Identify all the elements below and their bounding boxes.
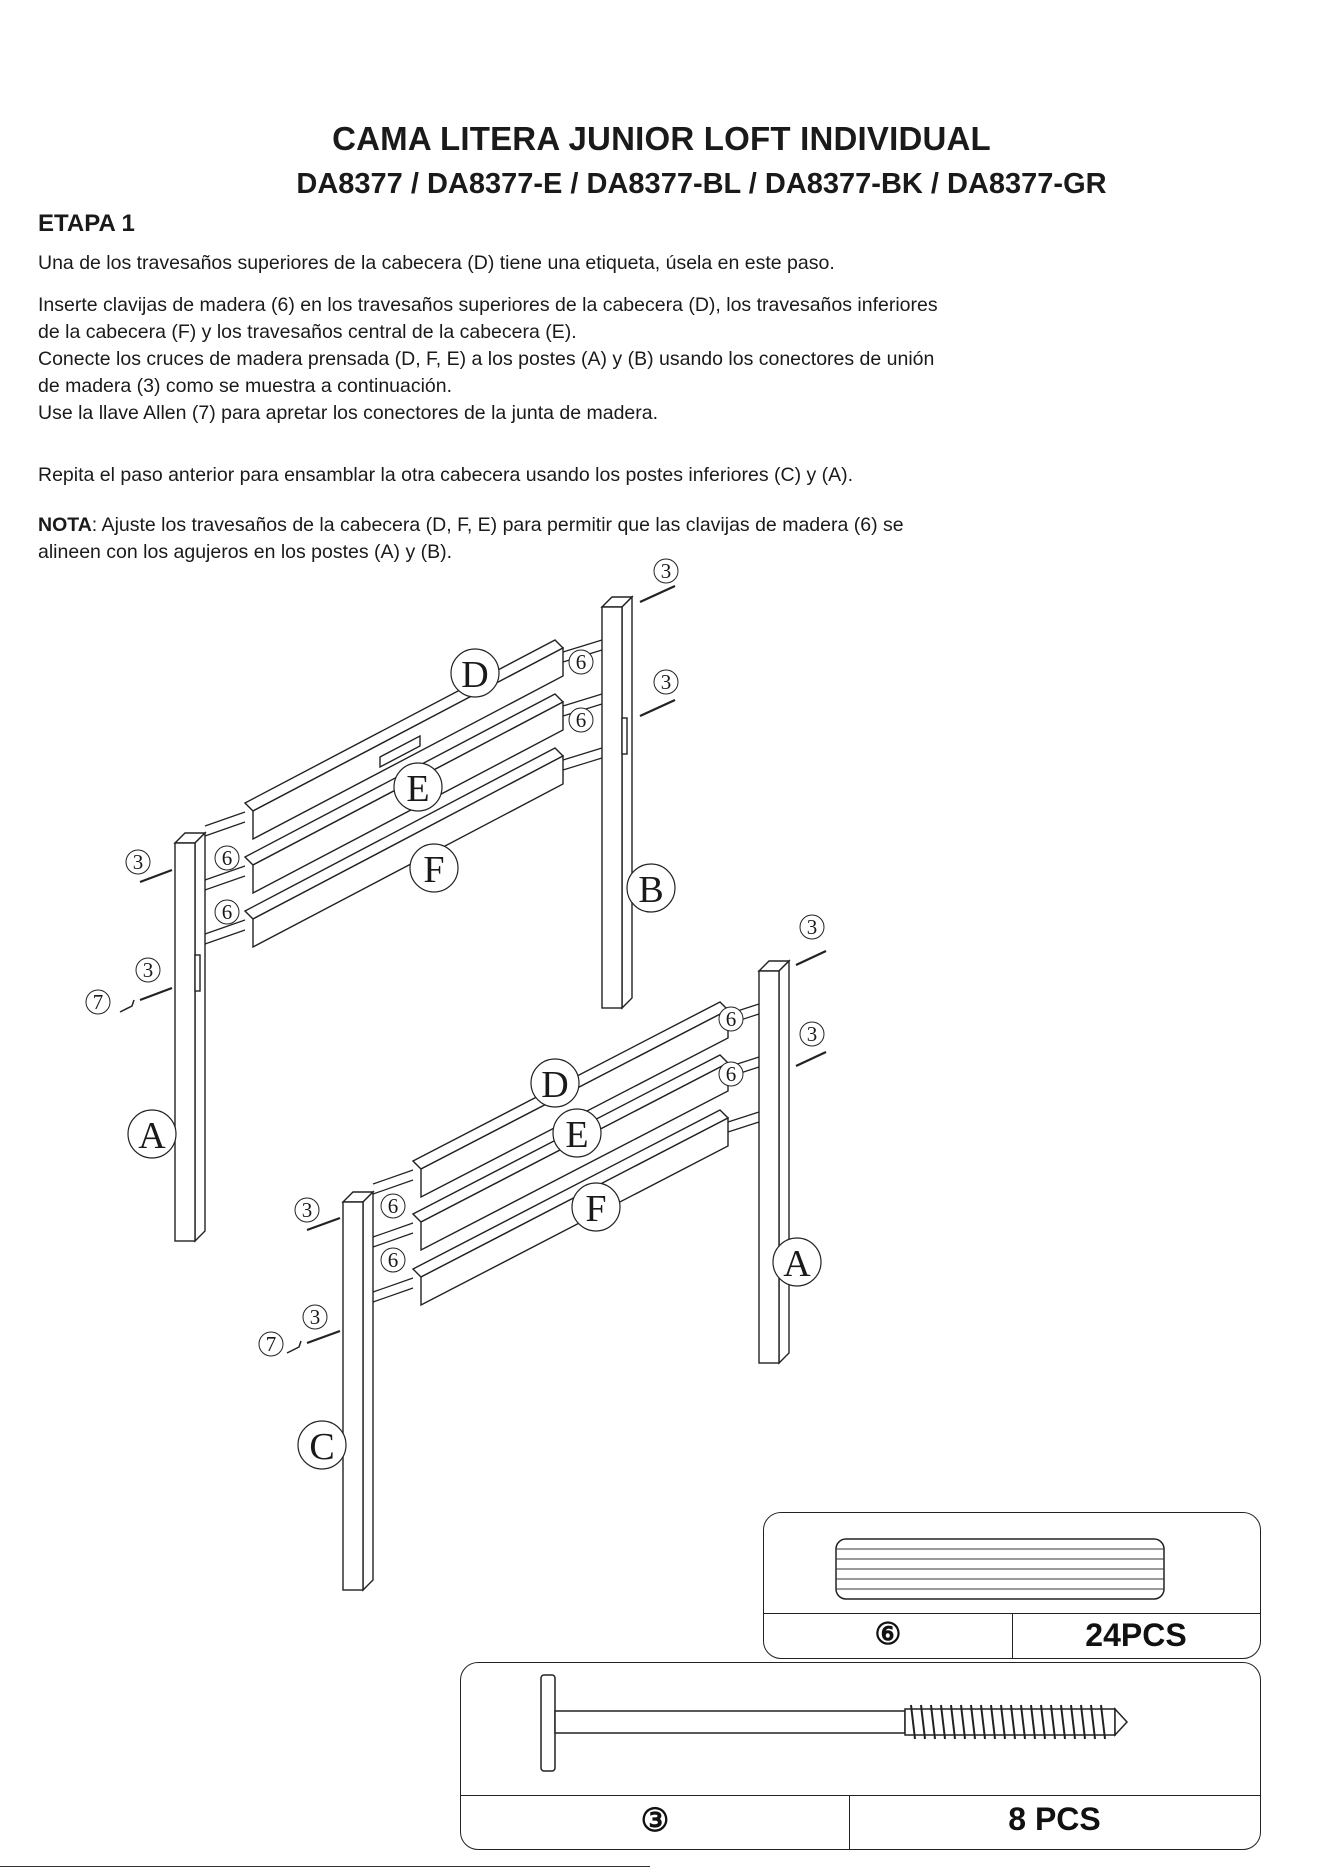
bolt-label: 3 bbox=[806, 915, 818, 939]
dowel-label: 6 bbox=[387, 1194, 399, 1218]
instruction-line: de la cabecera (F) y los travesaños central de la cabecera (E). bbox=[38, 321, 577, 343]
allen-key-label: 7 bbox=[265, 1332, 277, 1356]
allen-key-lines bbox=[120, 1000, 301, 1353]
dowel-label: 6 bbox=[221, 846, 233, 870]
dowel-parts-box bbox=[763, 1512, 1261, 1659]
bolt-parts-box bbox=[460, 1662, 1261, 1850]
dowel-label: 6 bbox=[575, 708, 587, 732]
bolt-label: 3 bbox=[142, 958, 154, 982]
instruction-line: Inserte clavijas de madera (6) en los travesaños superiores de la cabecera (D), los travesaños inferiores bbox=[38, 294, 938, 316]
instruction-label-note: Una de los travesaños superiores de la cabecera (D) tiene una etiqueta, úsela en este paso. bbox=[38, 252, 835, 274]
instruction-line: Use la llave Allen (7) para apretar los conectores de la junta de madera. bbox=[38, 402, 659, 424]
label-e-lower: E bbox=[565, 1114, 589, 1156]
label-f-upper: F bbox=[423, 849, 445, 891]
instruction-repeat: Repita el paso anterior para ensamblar la otra cabecera usando los postes inferiores (C) y (A). bbox=[38, 464, 854, 486]
instruction-line: de madera (3) como se muestra a continuación. bbox=[38, 375, 453, 397]
post-a-left bbox=[175, 833, 205, 1241]
post-c bbox=[343, 1192, 373, 1590]
footer-rule bbox=[0, 1866, 650, 1867]
label-d-lower: D bbox=[541, 1064, 569, 1106]
label-f-lower: F bbox=[585, 1188, 607, 1230]
label-a-left: A bbox=[138, 1115, 166, 1157]
bolt-part-id: ③ bbox=[640, 1802, 670, 1838]
label-a-right: A bbox=[783, 1243, 811, 1285]
bolt-label: 3 bbox=[660, 559, 672, 583]
post-b bbox=[602, 597, 632, 1008]
dowel-label: 6 bbox=[387, 1248, 399, 1272]
dowel-label: 6 bbox=[221, 900, 233, 924]
bolt-icon bbox=[521, 1669, 1221, 1777]
step-heading: ETAPA 1 bbox=[38, 210, 135, 237]
bolt-label: 3 bbox=[132, 850, 144, 874]
note-label: NOTA bbox=[38, 514, 92, 536]
dowel-label: 6 bbox=[725, 1062, 737, 1086]
dowel-label: 6 bbox=[725, 1007, 737, 1031]
bolt-quantity: 8 PCS bbox=[1008, 1801, 1101, 1837]
note-text: : Ajuste los travesaños de la cabecera (D, F, E) para permitir que las clavijas de madera (6) se bbox=[91, 514, 904, 536]
bolt-label: 3 bbox=[309, 1305, 321, 1329]
document-title: CAMA LITERA JUNIOR LOFT INDIVIDUAL bbox=[332, 120, 991, 157]
dowel-part-id: ⑥ bbox=[874, 1618, 902, 1651]
dowel-label: 6 bbox=[575, 650, 587, 674]
bolt-label: 3 bbox=[301, 1198, 313, 1222]
label-b: B bbox=[638, 869, 664, 911]
dowel-icon bbox=[828, 1535, 1172, 1603]
post-a-right bbox=[759, 961, 789, 1363]
bolt-label: 3 bbox=[806, 1022, 818, 1046]
bolt-label: 3 bbox=[660, 670, 672, 694]
model-numbers: DA8377 / DA8377-E / DA8377-BL / DA8377-BK / DA8377-GR bbox=[296, 168, 1107, 200]
instruction-line: Conecte los cruces de madera prensada (D, F, E) a los postes (A) y (B) usando los conectores de unión bbox=[38, 348, 935, 370]
allen-key-label: 7 bbox=[92, 990, 104, 1014]
note-text-cont: alineen con los agujeros en los postes (A) y (B). bbox=[38, 541, 453, 563]
label-c: C bbox=[309, 1426, 335, 1468]
dowel-quantity: 24PCS bbox=[1085, 1617, 1187, 1653]
label-e-upper: E bbox=[406, 768, 430, 810]
label-d-upper: D bbox=[461, 654, 489, 696]
